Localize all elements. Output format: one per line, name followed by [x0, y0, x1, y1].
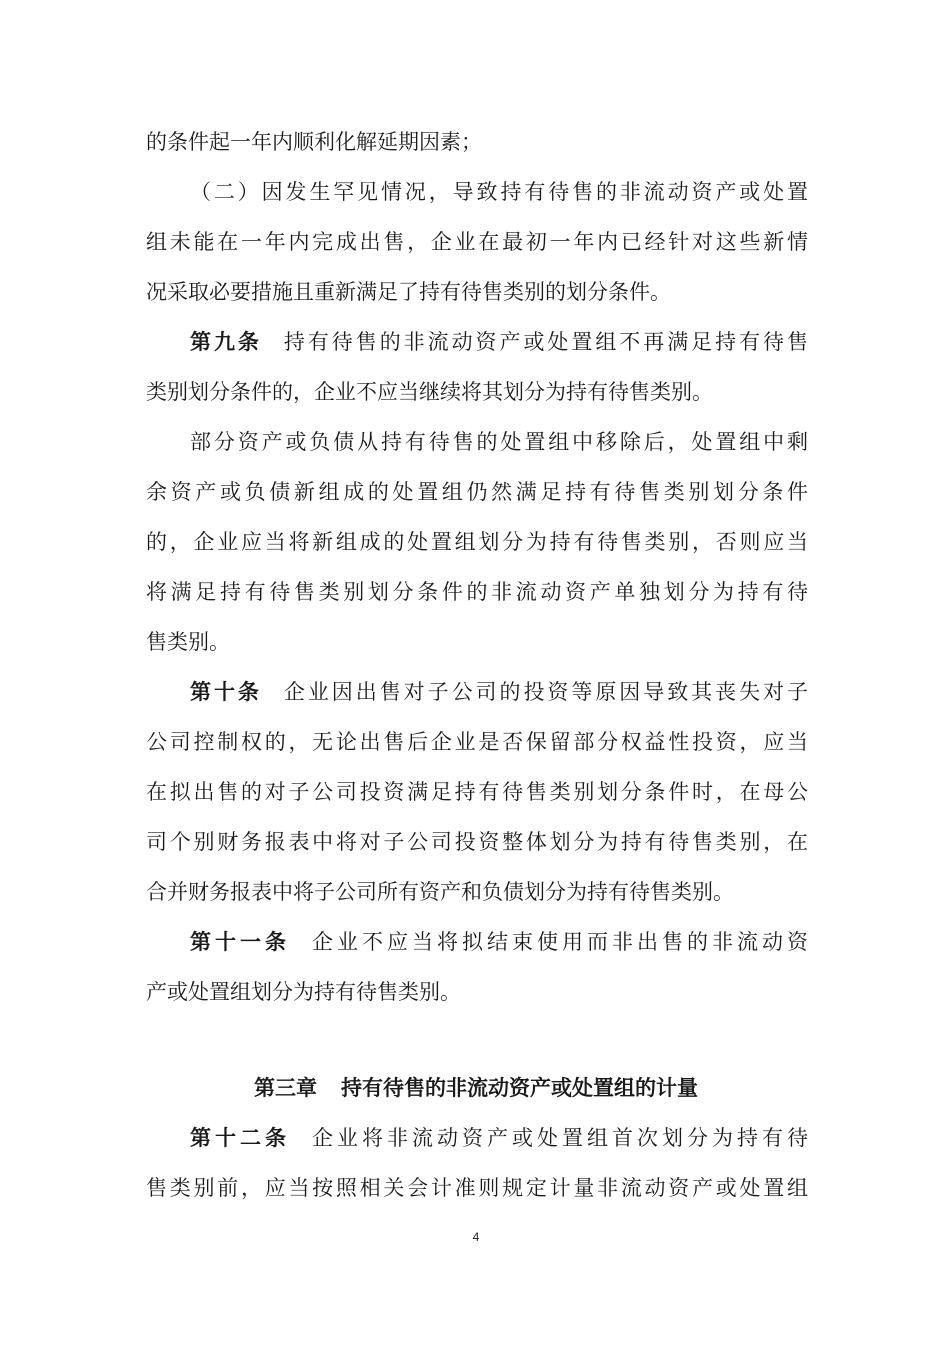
text-line: 售类别。	[146, 630, 230, 654]
text-line: 余资产或负债新组成的处置组仍然满足持有待售类别划分条件	[146, 480, 808, 504]
text-line: 产或处置组划分为持有待售类别。	[146, 980, 461, 1004]
text-line: 的，企业应当将新组成的处置组划分为持有待售类别，否则应当	[146, 530, 808, 554]
article-11-label: 第十一条	[190, 930, 290, 954]
text-line: 类别划分条件的，企业不应当继续将其划分为持有待售类别。	[146, 380, 713, 404]
chapter-title: 持有待售的非流动资产或处置组的计量	[341, 1076, 698, 1100]
text-line: 售类别前，应当按照相关会计准则规定计量非流动资产或处置组	[146, 1176, 808, 1200]
text-line: 在拟出售的对子公司投资满足持有待售类别划分条件时，在母公	[146, 780, 808, 804]
article-9-line: 第九条 持有待售的非流动资产或处置组不再满足持有待售	[190, 330, 808, 354]
article-9-label: 第九条	[190, 330, 262, 354]
chapter-number: 第三章	[254, 1076, 317, 1100]
text-line: 合并财务报表中将子公司所有资产和负债划分为持有待售类别。	[146, 880, 734, 904]
text-line: 部分资产或负债从持有待售的处置组中移除后，处置组中剩	[190, 430, 808, 454]
article-12-label: 第十二条	[190, 1126, 290, 1150]
page-number: 4	[472, 1230, 480, 1244]
text-line: 公司控制权的，无论出售后企业是否保留部分权益性投资，应当	[146, 730, 808, 754]
text-line: （二）因发生罕见情况，导致持有待售的非流动资产或处置	[190, 180, 808, 204]
text-line: 的条件起一年内顺利化解延期因素；	[146, 130, 482, 154]
article-10-label: 第十条	[190, 680, 262, 704]
article-10-line: 第十条 企业因出售对子公司的投资等原因导致其丧失对子	[190, 680, 808, 704]
text-line: 况采取必要措施且重新满足了持有待售类别的划分条件。	[146, 280, 671, 304]
text-line: 将满足持有待售类别划分条件的非流动资产单独划分为持有待	[146, 580, 808, 604]
text-line: 组未能在一年内完成出售，企业在最初一年内已经针对这些新情	[146, 230, 808, 254]
chapter-heading	[0, 1068, 952, 1108]
text-line: 司个别财务报表中将对子公司投资整体划分为持有待售类别，在	[146, 830, 808, 854]
article-12-line: 第十二条 企业将非流动资产或处置组首次划分为持有待	[190, 1126, 808, 1150]
article-11-line: 第十一条 企业不应当将拟结束使用而非出售的非流动资	[190, 930, 808, 954]
